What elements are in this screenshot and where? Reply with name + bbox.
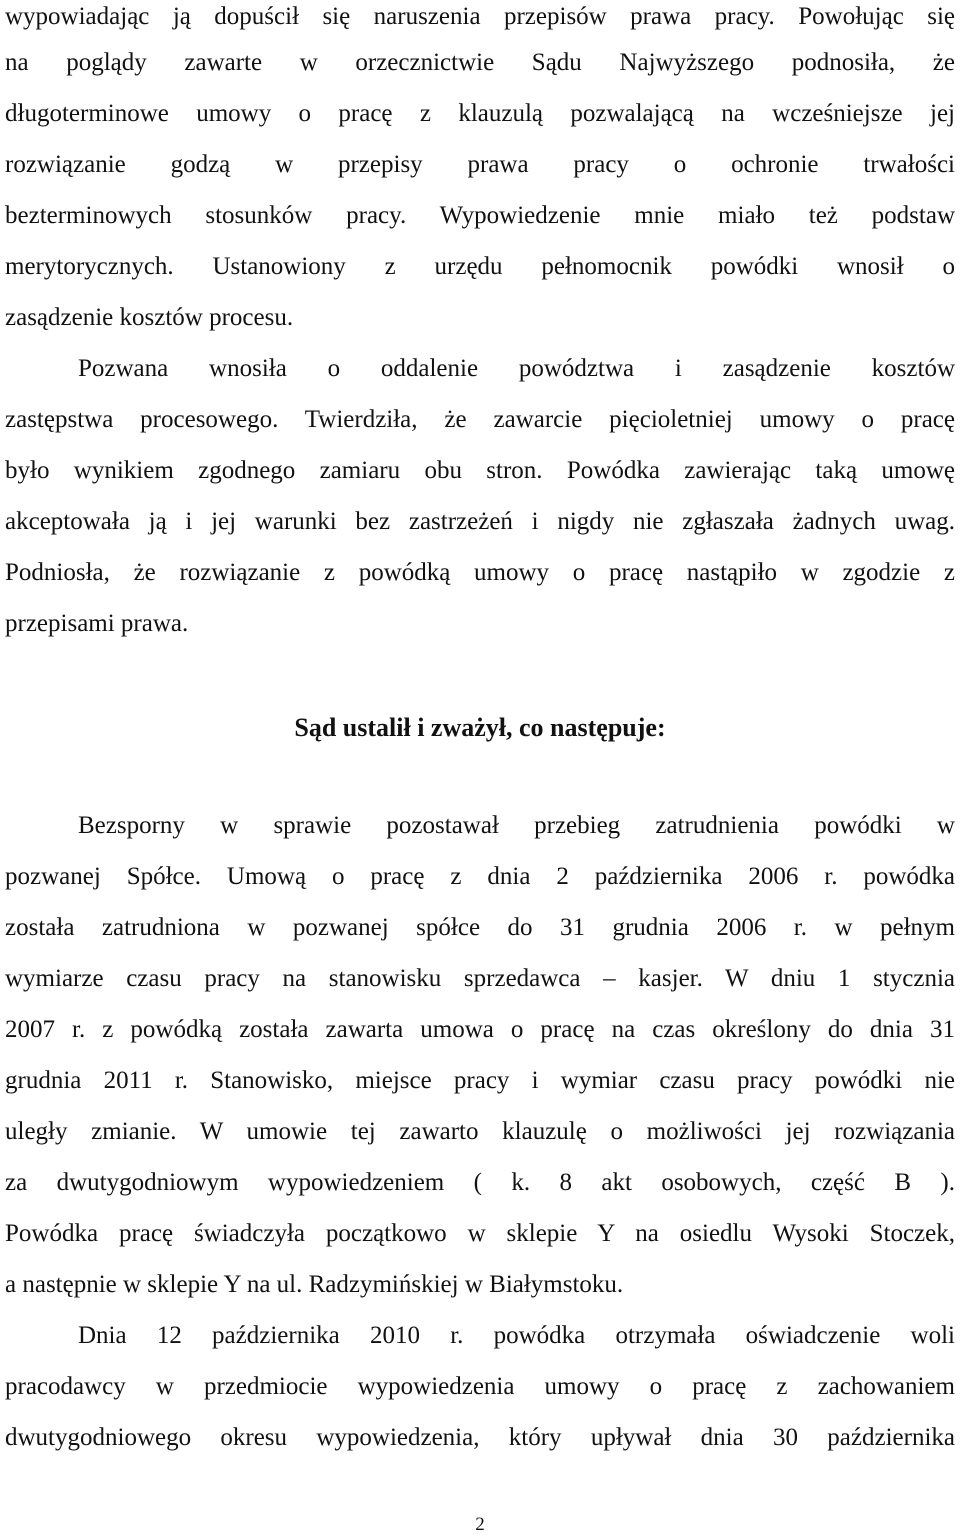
text-line: 2007 r. z powódką została zawarta umowa o pracę na czas określony do dnia 31 [5,1016,955,1043]
text-line: akceptowała ją i jej warunki bez zastrzeżeń i nigdy nie zgłaszała żadnych uwag. [5,508,955,535]
text-line: dwutygodniowego okresu wypowiedzenia, który upływał dnia 30 października [5,1424,955,1451]
text-line: długoterminowe umowy o pracę z klauzulą pozwalającą na wcześniejsze jej [5,100,955,127]
text-line: na poglądy zawarte w orzecznictwie Sądu Najwyższego podnosiła, że [5,49,955,76]
text-line: zastępstwa procesowego. Twierdziła, że zawarcie pięcioletniej umowy o pracę [5,406,955,433]
page-number: 2 [475,1514,485,1535]
text-line: merytorycznych. Ustanowiony z urzędu pełnomocnik powódki wnosił o [5,253,955,280]
text-line: Podniosła, że rozwiązanie z powódką umowy o pracę nastąpiło w zgodzie z [5,559,955,586]
text-line: było wynikiem zgodnego zamiaru obu stron. Powódka zawierając taką umowę [5,457,955,484]
text-line: pracodawcy w przedmiocie wypowiedzenia umowy o pracę z zachowaniem [5,1373,955,1400]
text-line: Bezsporny w sprawie pozostawał przebieg zatrudnienia powódki w [78,812,955,839]
text-line: została zatrudniona w pozwanej spółce do 31 grudnia 2006 r. w pełnym [5,914,955,941]
text-line: za dwutygodniowym wypowiedzeniem ( k. 8 akt osobowych, część B ). [5,1169,955,1196]
text-line: zasądzenie kosztów procesu. [5,304,294,331]
text-line: przepisami prawa. [5,610,189,637]
text-line: Pozwana wnosiła o oddalenie powództwa i zasądzenie kosztów [78,355,955,382]
text-line: a następnie w sklepie Y na ul. Radzymińskiej w Białymstoku. [5,1271,624,1298]
text-line: pozwanej Spółce. Umową o pracę z dnia 2 października 2006 r. powódka [5,863,955,890]
text-line: wypowiadając ją dopuścił się naruszenia przepisów prawa pracy. Powołując się [5,3,955,30]
text-line: uległy zmianie. W umowie tej zawarto klauzulę o możliwości jej rozwiązania [5,1118,955,1145]
text-line: wymiarze czasu pracy na stanowisku sprzedawca – kasjer. W dniu 1 stycznia [5,965,955,992]
text-line: rozwiązanie godzą w przepisy prawa pracy o ochronie trwałości [5,151,955,178]
text-line: Dnia 12 października 2010 r. powódka otrzymała oświadczenie woli [78,1322,955,1349]
text-line: Powódka pracę świadczyła początkowo w sklepie Y na osiedlu Wysoki Stoczek, [5,1220,955,1247]
section-heading: Sąd ustalił i zważył, co następuje: [294,713,666,742]
text-line: grudnia 2011 r. Stanowisko, miejsce pracy i wymiar czasu pracy powódki nie [5,1067,955,1094]
text-line: bezterminowych stosunków pracy. Wypowiedzenie mnie miało też podstaw [5,202,955,229]
